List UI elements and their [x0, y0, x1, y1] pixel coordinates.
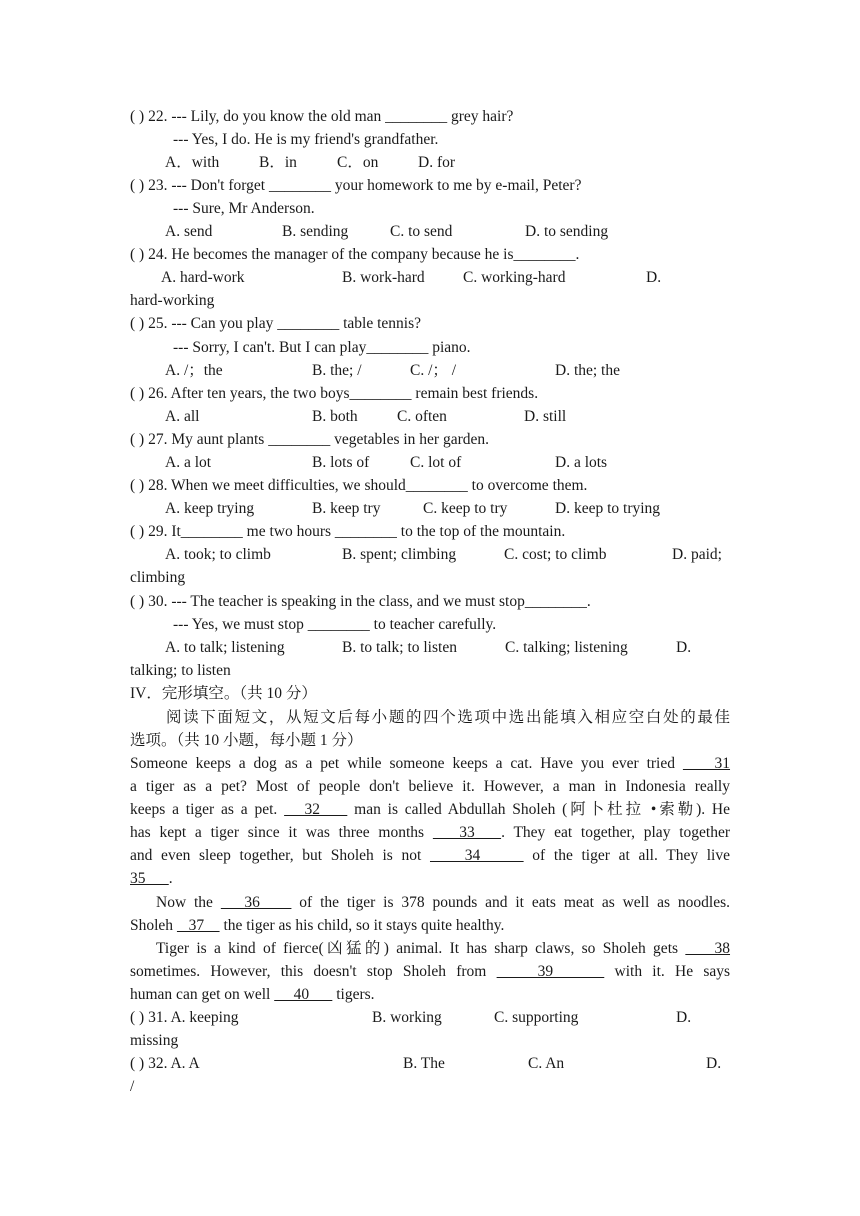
passage-line: keeps a tiger as a pet. 32 man is called Abdullah Sholeh (阿卜杜拉 •索勒). He: [130, 801, 731, 818]
q24-stem: ( ) 24. He becomes the manager of the company because he is________.: [130, 246, 580, 263]
passage-line: Now the 36 of the tiger is 378 pounds and it eats meat as well as noodles.: [156, 894, 731, 911]
q30-stem: ( ) 30. --- The teacher is speaking in the class, and we must stop________.: [130, 593, 591, 610]
q31-stem: ( ) 31. A. keeping: [130, 1009, 239, 1026]
q28-stem: ( ) 28. When we meet difficulties, we should________ to overcome them.: [130, 477, 588, 494]
q27-option-b: B. lots of: [312, 454, 370, 471]
q29-option-d-continued: climbing: [130, 569, 186, 586]
q24-option-b: B. work-hard: [342, 269, 425, 286]
q29-option-d: D. paid;: [672, 546, 722, 563]
q30-option-b: B. to talk; to listen: [342, 639, 457, 656]
q30-option-c: C. talking; listening: [505, 639, 628, 656]
q29-option-a: A. took; to climb: [165, 546, 271, 563]
q29-option-c: C. cost; to climb: [504, 546, 607, 563]
blank-32: 32: [284, 801, 348, 818]
q31-option-d-continued: missing: [130, 1032, 179, 1049]
q31-option-d: D.: [676, 1009, 692, 1026]
q22-option-a: A．with: [165, 154, 220, 171]
section-instruction: 阅读下面短文，从短文后每小题的四个选项中选出能填入相应空白处的最佳: [166, 709, 730, 726]
q25-option-c: C. /； /: [410, 362, 457, 379]
q22-reply: --- Yes, I do. He is my friend's grandfather.: [173, 131, 439, 148]
q27-option-a: A. a lot: [165, 454, 212, 471]
blank-36: 36: [220, 894, 292, 911]
passage-line: Sholeh 37 the tiger as his child, so it stays quite healthy.: [130, 917, 505, 934]
passage-line: and even sleep together, but Sholeh is not 34 of the tiger at all. They live: [130, 847, 730, 864]
q28-option-c: C. keep to try: [423, 500, 508, 517]
passage-line: a tiger as a pet? Most of people don't believe it. However, a man in Indonesia really: [130, 778, 730, 795]
q23-reply: --- Sure, Mr Anderson.: [173, 200, 315, 217]
passage-line: sometimes. However, this doesn't stop Sholeh from 39 with it. He says: [130, 963, 731, 980]
q22-option-d: D. for: [418, 154, 456, 171]
q27-option-d: D. a lots: [555, 454, 608, 471]
q26-option-d: D. still: [524, 408, 567, 425]
q29-stem: ( ) 29. It________ me two hours ________ to the top of the mountain.: [130, 523, 566, 540]
q32-stem: ( ) 32. A. A: [130, 1055, 200, 1072]
q25-option-a: A. /；the: [165, 362, 223, 379]
passage-line: 35 .: [130, 870, 173, 887]
q31-option-b: B. working: [372, 1009, 442, 1026]
q30-reply: --- Yes, we must stop ________ to teacher carefully.: [173, 616, 497, 633]
blank-33: 33: [432, 824, 502, 841]
q23-stem: ( ) 23. --- Don't forget ________ your homework to me by e-mail, Peter?: [130, 177, 582, 194]
blank-38: 38: [685, 940, 731, 957]
q25-option-d: D. the; the: [555, 362, 620, 379]
q32-option-d: D.: [706, 1055, 722, 1072]
q26-option-c: C. often: [397, 408, 447, 425]
section-heading: IV．完形填空。（共 10 分）: [130, 685, 317, 702]
q23-option-b: B. sending: [282, 223, 349, 240]
q28-option-d: D. keep to trying: [555, 500, 661, 517]
q24-option-d: D.: [646, 269, 662, 286]
passage-line: Someone keeps a dog as a pet while someone keeps a cat. Have you ever tried 31: [130, 755, 731, 772]
q26-option-a: A. all: [165, 408, 200, 425]
q25-reply: --- Sorry, I can't. But I can play________ piano.: [173, 339, 471, 356]
q30-option-d-continued: talking; to listen: [130, 662, 231, 679]
blank-35: 35: [130, 870, 169, 887]
q22-stem: ( ) 22. --- Lily, do you know the old man ________ grey hair?: [130, 108, 514, 125]
q32-option-d-continued: /: [130, 1078, 135, 1095]
blank-34: 34: [429, 847, 524, 864]
passage-line: Tiger is a kind of fierce(凶猛的) animal. It has sharp claws, so Sholeh gets 38: [156, 940, 731, 957]
blank-37: 37: [176, 917, 220, 934]
blank-40: 40: [274, 986, 333, 1003]
q24-option-c: C. working-hard: [463, 269, 566, 286]
q25-stem: ( ) 25. --- Can you play ________ table tennis?: [130, 315, 421, 332]
q32-option-c: C. An: [528, 1055, 565, 1072]
q24-option-d-continued: hard-working: [130, 292, 215, 309]
q25-option-b: B. the; /: [312, 362, 362, 379]
q27-stem: ( ) 27. My aunt plants ________ vegetables in her garden.: [130, 431, 489, 448]
passage-line: has kept a tiger since it was three months 33 . They eat together, play together: [130, 824, 731, 841]
q23-option-c: C. to send: [390, 223, 453, 240]
q31-option-c: C. supporting: [494, 1009, 579, 1026]
q26-stem: ( ) 26. After ten years, the two boys________ remain best friends.: [130, 385, 539, 402]
q30-option-a: A. to talk; listening: [165, 639, 285, 656]
q26-option-b: B. both: [312, 408, 358, 425]
q24-option-a: A. hard-work: [161, 269, 245, 286]
q30-option-d: D.: [676, 639, 692, 656]
passage-line: human can get on well 40 tigers.: [130, 986, 375, 1003]
q22-option-b: B．in: [259, 154, 297, 171]
section-instruction-cont: 选项。（共 10 小题，每小题 1 分）: [130, 732, 363, 749]
q28-option-a: A. keep trying: [165, 500, 255, 517]
q29-option-b: B. spent; climbing: [342, 546, 457, 563]
q28-option-b: B. keep try: [312, 500, 381, 517]
q32-option-b: B. The: [403, 1055, 445, 1072]
q23-option-a: A. send: [165, 223, 213, 240]
blank-39: 39: [496, 963, 605, 980]
q27-option-c: C. lot of: [410, 454, 462, 471]
q23-option-d: D. to sending: [525, 223, 609, 240]
blank-31: 31: [682, 755, 731, 772]
q22-option-c: C．on: [337, 154, 379, 171]
